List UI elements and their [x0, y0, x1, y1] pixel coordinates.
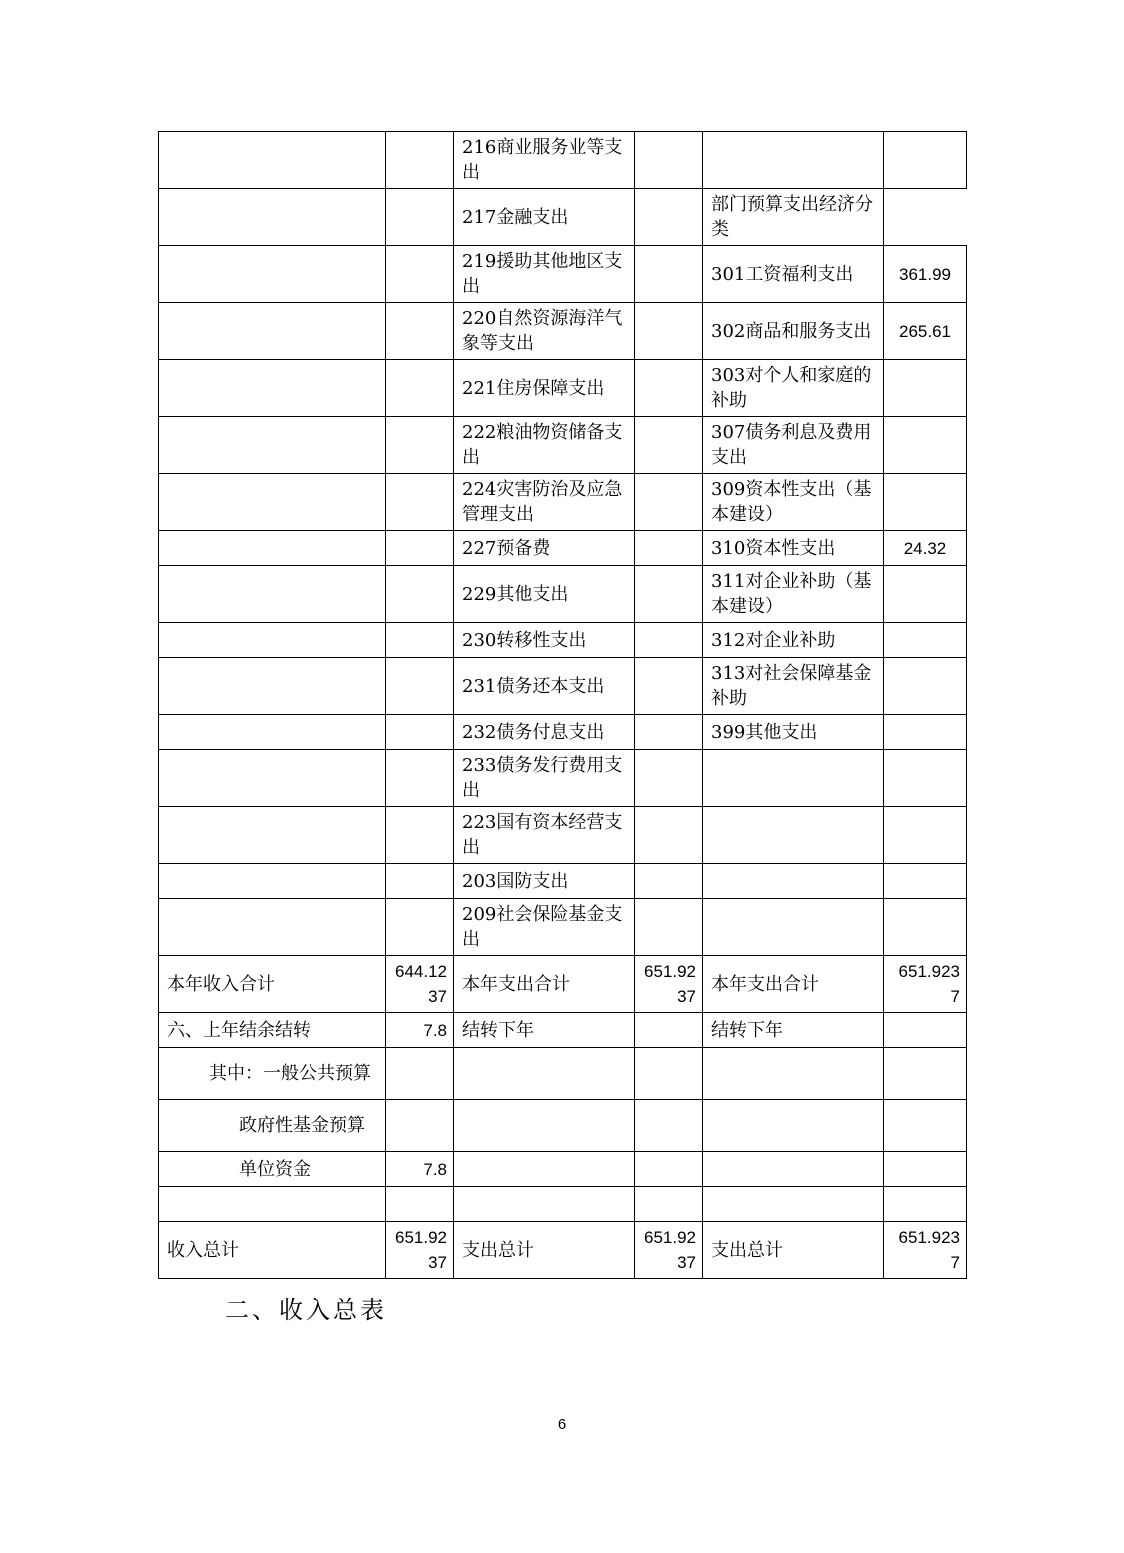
table-row	[159, 474, 967, 531]
table-cell	[884, 750, 967, 807]
table-cell	[635, 807, 703, 864]
table-cell: 229其他支出	[454, 566, 635, 623]
table-row	[159, 417, 967, 474]
table-cell	[635, 246, 703, 303]
table-cell	[635, 899, 703, 956]
table-cell: 313对社会保障基金补助	[703, 658, 884, 715]
table-cell	[703, 864, 884, 899]
table-cell: 232债务付息支出	[454, 715, 635, 750]
table-cell	[159, 360, 386, 417]
table-cell	[635, 189, 703, 246]
table-cell: 224灾害防治及应急管理支出	[454, 474, 635, 531]
table-row	[159, 750, 967, 807]
table-cell	[386, 1100, 454, 1152]
table-cell	[884, 658, 967, 715]
table-row	[159, 715, 967, 750]
table-cell: 219援助其他地区支出	[454, 246, 635, 303]
table-cell	[703, 807, 884, 864]
table-cell	[159, 246, 386, 303]
table-row	[159, 246, 967, 303]
table-cell	[386, 807, 454, 864]
table-row	[159, 1152, 967, 1187]
table-cell	[703, 1187, 884, 1222]
table-cell	[386, 246, 454, 303]
table-cell	[635, 531, 703, 566]
table-cell	[703, 1152, 884, 1187]
table-cell	[386, 566, 454, 623]
table-cell	[386, 1187, 454, 1222]
table-row	[159, 864, 967, 899]
table-row	[159, 566, 967, 623]
table-cell	[635, 864, 703, 899]
table-cell	[159, 531, 386, 566]
table-cell	[386, 658, 454, 715]
table-cell: 651.9237	[635, 1222, 703, 1279]
table-cell: 651.9237	[635, 956, 703, 1013]
table-cell: 其中：一般公共预算	[159, 1048, 386, 1100]
table-cell	[454, 1100, 635, 1152]
table-cell	[703, 899, 884, 956]
table-row	[159, 1100, 967, 1152]
table-cell: 311对企业补助（基本建设）	[703, 566, 884, 623]
budget-summary-table	[158, 131, 967, 1279]
table-cell	[703, 132, 884, 189]
table-cell: 部门预算支出经济分类	[703, 189, 884, 246]
table-row	[159, 658, 967, 715]
table-cell: 24.32	[884, 531, 967, 566]
table-cell	[386, 750, 454, 807]
table-row	[159, 956, 967, 1013]
table-cell	[703, 750, 884, 807]
table-cell	[159, 623, 386, 658]
table-cell: 政府性基金预算	[159, 1100, 386, 1152]
table-row	[159, 807, 967, 864]
table-cell: 301工资福利支出	[703, 246, 884, 303]
table-cell	[635, 750, 703, 807]
table-cell	[386, 474, 454, 531]
table-cell: 六、上年结余结转	[159, 1013, 386, 1048]
table-cell: 231债务还本支出	[454, 658, 635, 715]
table-cell	[159, 566, 386, 623]
table-cell: 651.9237	[884, 956, 967, 1013]
table-cell	[454, 1048, 635, 1100]
table-cell: 7.8	[386, 1013, 454, 1048]
table-cell	[159, 715, 386, 750]
table-row	[159, 189, 967, 246]
table-cell	[884, 417, 967, 474]
table-cell: 本年支出合计	[454, 956, 635, 1013]
table-row	[159, 1222, 967, 1279]
table-cell	[884, 474, 967, 531]
table-cell	[159, 658, 386, 715]
table-cell	[159, 303, 386, 360]
table-cell	[884, 807, 967, 864]
table-cell: 361.99	[884, 246, 967, 303]
table-cell	[884, 132, 967, 189]
table-cell: 644.1237	[386, 956, 454, 1013]
table-cell	[386, 189, 454, 246]
table-cell: 支出总计	[703, 1222, 884, 1279]
table-cell	[884, 189, 967, 246]
table-cell: 309资本性支出（基本建设）	[703, 474, 884, 531]
table-cell	[635, 1100, 703, 1152]
table-cell	[386, 899, 454, 956]
table-cell	[454, 1152, 635, 1187]
table-cell	[635, 417, 703, 474]
table-cell	[635, 303, 703, 360]
table-cell	[386, 303, 454, 360]
table-cell	[635, 658, 703, 715]
table-cell	[703, 1100, 884, 1152]
table-cell	[159, 750, 386, 807]
table-cell	[635, 1013, 703, 1048]
table-cell: 216商业服务业等支出	[454, 132, 635, 189]
table-row	[159, 899, 967, 956]
table-cell	[884, 1187, 967, 1222]
table-cell: 303对个人和家庭的补助	[703, 360, 884, 417]
table-cell	[159, 474, 386, 531]
table-cell	[635, 1187, 703, 1222]
table-cell: 220自然资源海洋气象等支出	[454, 303, 635, 360]
table-cell: 399其他支出	[703, 715, 884, 750]
table-cell	[884, 623, 967, 658]
table-cell	[635, 566, 703, 623]
table-cell	[635, 715, 703, 750]
table-cell: 结转下年	[454, 1013, 635, 1048]
table-cell: 307债务利息及费用支出	[703, 417, 884, 474]
table-cell	[884, 566, 967, 623]
table-cell	[635, 1152, 703, 1187]
table-row	[159, 1013, 967, 1048]
table-row	[159, 132, 967, 189]
table-cell: 221住房保障支出	[454, 360, 635, 417]
table-cell	[635, 132, 703, 189]
table-cell: 302商品和服务支出	[703, 303, 884, 360]
table-cell	[884, 1013, 967, 1048]
table-cell: 本年收入合计	[159, 956, 386, 1013]
table-cell	[635, 1048, 703, 1100]
table-cell: 217金融支出	[454, 189, 635, 246]
table-cell: 223国有资本经营支出	[454, 807, 635, 864]
section-title: 二、收入总表	[225, 1296, 387, 1324]
table-cell	[159, 864, 386, 899]
table-row	[159, 531, 967, 566]
table-cell	[159, 1187, 386, 1222]
table-cell	[386, 715, 454, 750]
table-row	[159, 303, 967, 360]
table-cell	[159, 189, 386, 246]
table-cell	[386, 417, 454, 474]
table-cell	[635, 360, 703, 417]
table-cell: 单位资金	[159, 1152, 386, 1187]
table-cell	[884, 1152, 967, 1187]
table-cell	[386, 623, 454, 658]
table-cell	[635, 623, 703, 658]
table-cell: 651.9237	[386, 1222, 454, 1279]
table-cell	[386, 132, 454, 189]
table-cell	[635, 474, 703, 531]
table-cell	[454, 1187, 635, 1222]
table-cell	[386, 1048, 454, 1100]
table-cell: 651.9237	[884, 1222, 967, 1279]
table-cell: 结转下年	[703, 1013, 884, 1048]
table-cell: 本年支出合计	[703, 956, 884, 1013]
page-number: 6	[557, 1416, 567, 1433]
table-cell: 310资本性支出	[703, 531, 884, 566]
table-cell	[386, 531, 454, 566]
table-cell: 265.61	[884, 303, 967, 360]
table-cell	[884, 1048, 967, 1100]
table-cell: 222粮油物资储备支出	[454, 417, 635, 474]
table-cell	[159, 417, 386, 474]
table-cell	[159, 132, 386, 189]
table-cell: 209社会保险基金支出	[454, 899, 635, 956]
table-cell: 7.8	[386, 1152, 454, 1187]
table-cell: 312对企业补助	[703, 623, 884, 658]
table-cell	[884, 899, 967, 956]
table-cell: 230转移性支出	[454, 623, 635, 658]
table-cell	[884, 360, 967, 417]
table-cell: 203国防支出	[454, 864, 635, 899]
table-cell	[884, 715, 967, 750]
table-cell: 227预备费	[454, 531, 635, 566]
table-cell	[386, 360, 454, 417]
table-cell: 支出总计	[454, 1222, 635, 1279]
table-cell	[386, 864, 454, 899]
table-cell	[159, 899, 386, 956]
table-row	[159, 1187, 967, 1222]
table-cell	[884, 864, 967, 899]
table-cell	[884, 1100, 967, 1152]
table-cell: 233债务发行费用支出	[454, 750, 635, 807]
table-cell	[703, 1048, 884, 1100]
table-row	[159, 360, 967, 417]
table-cell: 收入总计	[159, 1222, 386, 1279]
table-cell	[159, 807, 386, 864]
table-row	[159, 1048, 967, 1100]
table-row	[159, 623, 967, 658]
